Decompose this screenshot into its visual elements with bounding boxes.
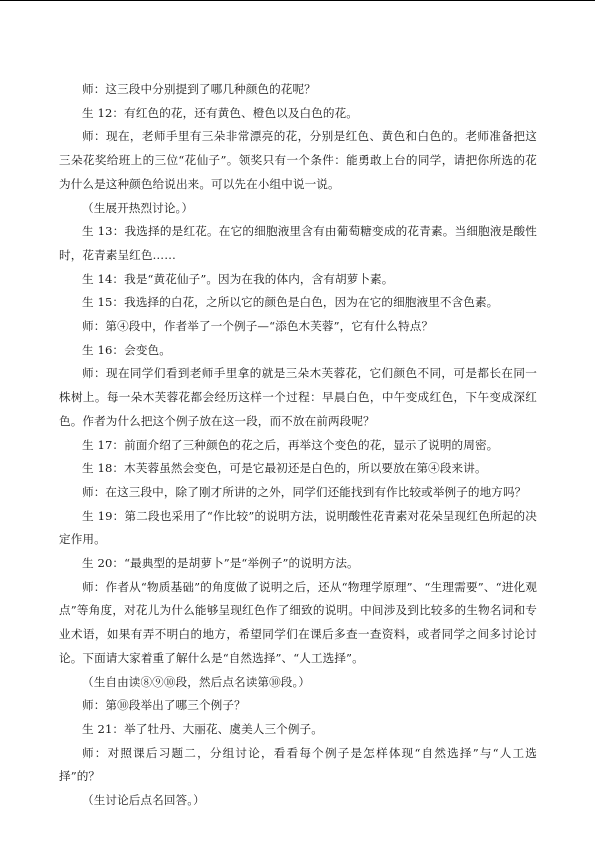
paragraph: 生 14：我是“黄花仙子”。因为在我的体内，含有胡萝卜素。 bbox=[82, 271, 394, 286]
paragraph: 师：现在同学们看到老师手里拿的就是三朵木芙蓉花，它们颜色不同，可是都长在同一株树上。每一朵木芙蓉花都会经历这样一个过程：早晨白色，中午变成红色，下午变成深红色。作者为什么把这个例子放在这一段，而不放在前两段呢？ bbox=[59, 366, 537, 428]
header-rule bbox=[0, 0, 595, 1]
paragraph: 生 17：前面介绍了三种颜色的花之后，再举这个变色的花，显示了说明的周密。 bbox=[82, 437, 499, 452]
paragraph: 师：第④段中，作者举了一个例子—“添色木芙蓉”，它有什么特点？ bbox=[82, 319, 434, 334]
paragraph: 生 15：我选择的白花，之所以它的颜色是白色，因为在它的细胞液里不含色素。 bbox=[82, 295, 499, 310]
paragraph: （生讨论后点名回答。） bbox=[82, 793, 205, 808]
paragraph: 生 12：有红色的花，还有黄色、橙色以及白色的花。 bbox=[82, 105, 359, 120]
paragraph: 生 21：举了牡丹、大丽花、虞美人三个例子。 bbox=[82, 721, 323, 736]
paragraph: （生展开热烈讨论。） bbox=[82, 200, 194, 215]
paragraph: 师：作者从“物质基础”的角度做了说明之后，还从“物理学原理”、“生理需要”、“进化观点”等角度，对花儿为什么能够呈现红色作了细致的说明。中间涉及到比较多的生物名词和专业术语，如果有弄不明白的地方，希望同学们在课后多查一查资料，或者同学之间多讨论讨论。下面请大家着重了解什么是“自然选择”、“人工选择”。 bbox=[59, 579, 537, 665]
paragraph: 师：在这三段中，除了刚才所讲的之外，同学们还能找到有作比较或举例子的地方吗？ bbox=[82, 484, 527, 499]
paragraph: 师：现在，老师手里有三朵非常漂亮的花，分别是红色、黄色和白色的。老师准备把这三朵花奖给班上的三位“花仙子”。领奖只有一个条件：能勇敢上台的同学，请把你所选的花为什么是这种颜色给说出来。可以先在小组中说一说。 bbox=[59, 129, 537, 191]
paragraph: 师：对照课后习题二，分组讨论，看看每个例子是怎样体现“自然选择”与“人工选择”的？ bbox=[59, 745, 537, 784]
paragraph: 生 19：第二段也采用了“作比较”的说明方法，说明酸性花青素对花朵呈现红色所起的决定作用。 bbox=[59, 508, 537, 547]
paragraph: 生 13：我选择的是红花。在它的细胞液里含有由葡萄糖变成的花青素。当细胞液是酸性时，花青素呈红色…… bbox=[59, 224, 537, 262]
paragraph: （生自由读⑧⑨⑩段，然后点名读第⑩段。） bbox=[82, 674, 311, 689]
paragraph: 生 16：会变色。 bbox=[82, 342, 171, 357]
paragraph: 生 20：“最典型的是胡萝卜”是“举例子”的说明方法。 bbox=[82, 556, 359, 571]
paragraph: 师：这三段中分别提到了哪几种颜色的花呢？ bbox=[82, 82, 316, 96]
paragraph: 生 18：木芙蓉虽然会变色，可是它最初还是白色的，所以要放在第④段来讲。 bbox=[82, 461, 487, 476]
document-body bbox=[59, 78, 537, 813]
paragraph: 师：第⑩段举出了哪三个例子？ bbox=[82, 698, 246, 713]
